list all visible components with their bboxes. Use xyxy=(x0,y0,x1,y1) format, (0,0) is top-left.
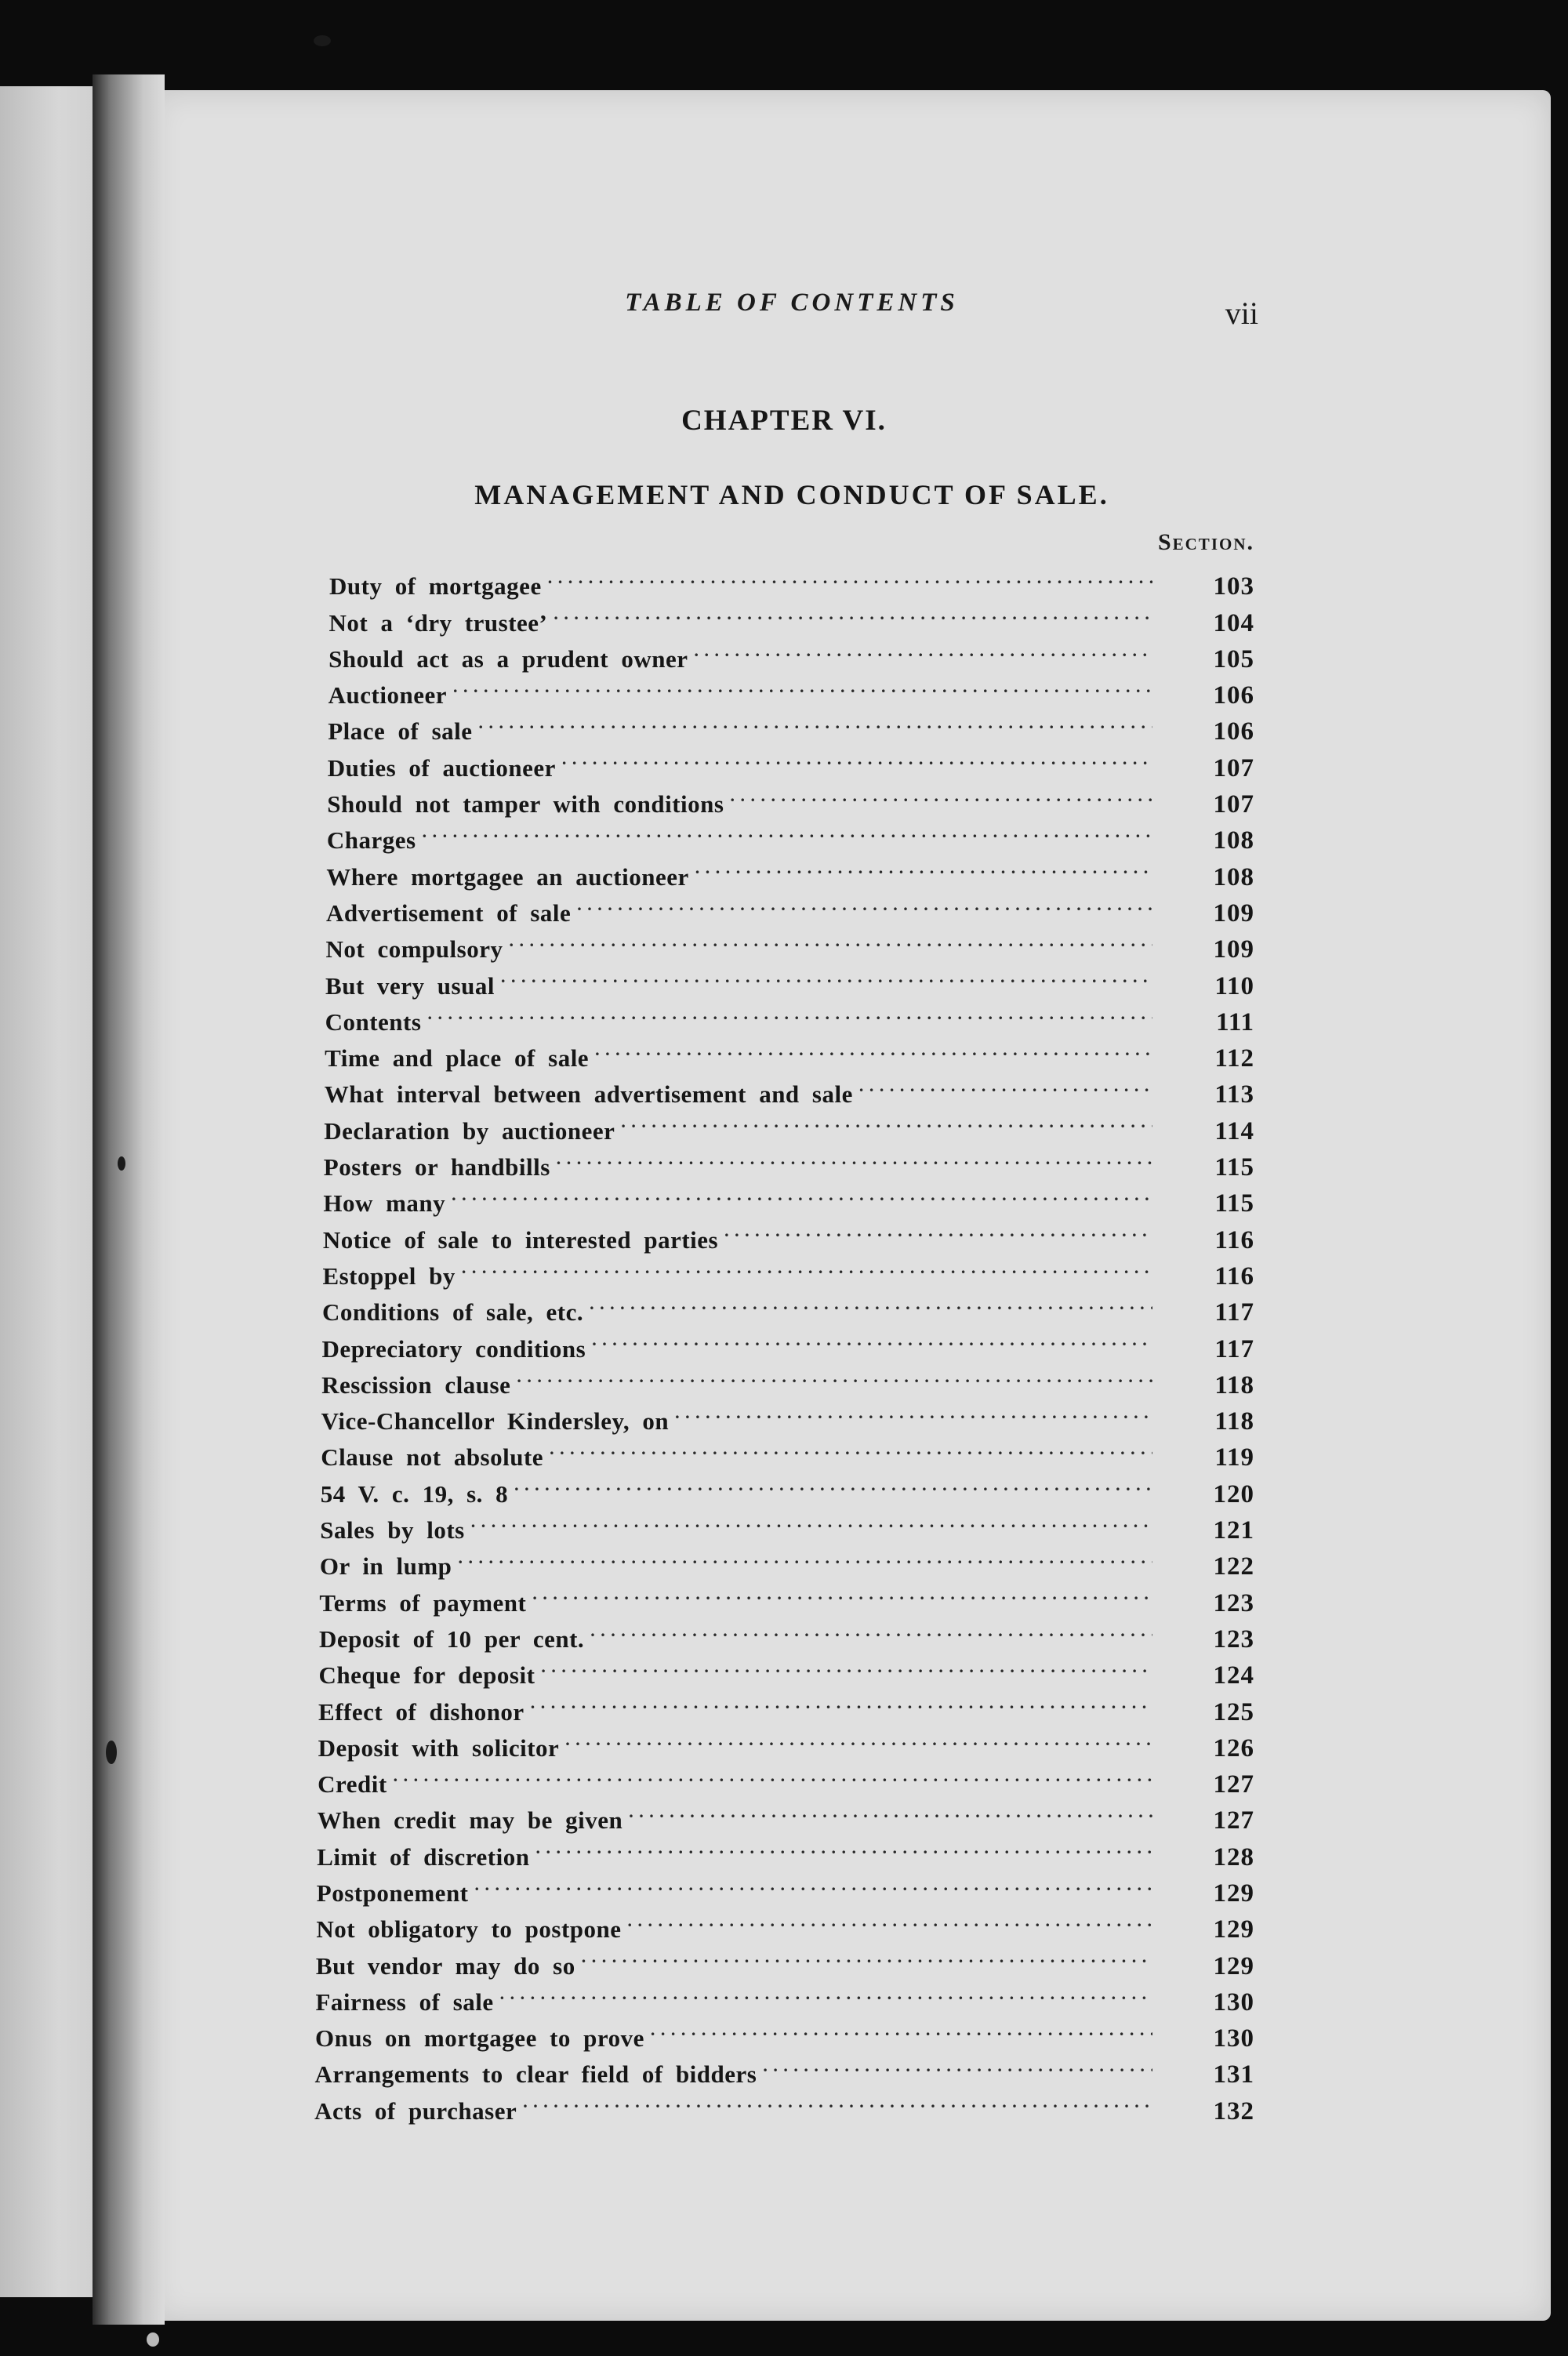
toc-entry-label: Deposit of 10 per cent. xyxy=(318,1625,585,1653)
toc-entry xyxy=(328,703,1254,746)
toc-entry-label: Where mortgagee an auctioneer xyxy=(326,862,689,891)
dot-leader xyxy=(523,2082,1152,2118)
section-column-header: Section. xyxy=(1157,529,1254,555)
toc-entry xyxy=(325,921,1255,964)
dot-leader xyxy=(590,1611,1152,1647)
toc-entry xyxy=(328,631,1254,673)
toc-entry-label: What interval between advertisement and sale xyxy=(324,1080,853,1109)
toc-entry xyxy=(314,2046,1254,2089)
toc-entry-label: Place of sale xyxy=(328,717,473,746)
toc-entry xyxy=(318,1756,1254,1799)
dot-leader xyxy=(621,1102,1152,1138)
toc-entry-section-number: 130 xyxy=(1213,1988,1254,2017)
toc-entry xyxy=(316,1865,1254,1908)
scan-speck xyxy=(147,2332,159,2347)
toc-entry-label: Not a ‘dry trustee’ xyxy=(328,608,548,637)
toc-entry xyxy=(321,1393,1254,1436)
toc-entry-label: Terms of payment xyxy=(319,1588,527,1617)
toc-entry-label: Rescission clause xyxy=(321,1370,511,1399)
dot-leader xyxy=(427,994,1152,1030)
toc-entry-section-number: 109 xyxy=(1213,898,1254,928)
chapter-heading: CHAPTER VI. xyxy=(681,405,887,437)
toc-entry xyxy=(329,558,1254,601)
toc-entry-section-number: 105 xyxy=(1213,644,1254,673)
toc-entry xyxy=(316,1901,1254,1944)
dot-leader xyxy=(557,1139,1152,1175)
toc-entry-label: Should act as a prudent owner xyxy=(328,644,688,673)
toc-entry-label: When credit may be given xyxy=(317,1806,623,1835)
toc-entry xyxy=(325,957,1254,1000)
dot-leader xyxy=(548,558,1152,594)
toc-entry xyxy=(318,1720,1254,1762)
toc-entry xyxy=(327,776,1254,819)
dot-leader xyxy=(532,1574,1152,1610)
dot-leader xyxy=(462,1248,1152,1284)
toc-entry-section-number: 124 xyxy=(1213,1661,1254,1690)
dot-leader xyxy=(582,1937,1152,1973)
toc-entry xyxy=(315,2010,1254,2053)
toc-entry-label: Estoppel by xyxy=(322,1261,456,1290)
toc-entry-label: Depreciatory conditions xyxy=(321,1334,586,1363)
toc-entry xyxy=(324,1066,1254,1109)
toc-entry-label: Onus on mortgagee to prove xyxy=(315,2024,644,2053)
dot-leader xyxy=(452,1175,1152,1211)
dot-leader xyxy=(763,2046,1152,2082)
toc-entry xyxy=(328,667,1254,710)
dot-leader xyxy=(458,1538,1152,1574)
toc-entry-label: But vendor may do so xyxy=(315,1951,575,1980)
toc-entry xyxy=(318,1647,1255,1690)
toc-entry-section-number: 126 xyxy=(1213,1733,1254,1762)
dot-leader xyxy=(514,1465,1152,1501)
toc-entry-section-number: 117 xyxy=(1214,1298,1254,1327)
toc-entry-label: Advertisement of sale xyxy=(325,898,572,927)
toc-entry-section-number: 125 xyxy=(1213,1697,1254,1726)
toc-entry-section-number: 123 xyxy=(1213,1625,1254,1654)
toc-entry-section-number: 107 xyxy=(1213,753,1254,782)
toc-entry-section-number: 112 xyxy=(1214,1044,1254,1073)
toc-entry-section-number: 122 xyxy=(1213,1552,1254,1581)
toc-entry-label: Conditions of sale, etc. xyxy=(322,1298,584,1327)
toc-entry-section-number: 109 xyxy=(1213,935,1254,964)
toc-entry xyxy=(319,1538,1254,1581)
toc-entry-section-number: 128 xyxy=(1213,1842,1254,1871)
toc-entry-section-number: 129 xyxy=(1213,1951,1254,1980)
toc-entry xyxy=(326,812,1254,855)
toc-entry xyxy=(322,1211,1254,1254)
toc-entry xyxy=(318,1683,1254,1726)
toc-entry-label: Credit xyxy=(318,1770,387,1799)
toc-entry-section-number: 131 xyxy=(1213,2060,1254,2089)
toc-entry xyxy=(327,739,1254,782)
toc-entry-label: Contents xyxy=(325,1007,422,1036)
dot-leader xyxy=(675,1393,1152,1429)
toc-entry-label: Acts of purchaser xyxy=(314,2096,517,2125)
toc-entry-section-number: 107 xyxy=(1213,790,1254,819)
dot-leader xyxy=(595,1030,1152,1066)
dot-leader xyxy=(500,1974,1152,2010)
dot-leader xyxy=(695,631,1152,667)
toc-entry-section-number: 117 xyxy=(1214,1334,1254,1363)
toc-entry xyxy=(324,1102,1254,1145)
toc-entry-section-number: 118 xyxy=(1214,1407,1254,1436)
dot-leader xyxy=(628,1901,1152,1937)
toc-entry xyxy=(323,1175,1254,1218)
toc-entry-section-number: 129 xyxy=(1213,1915,1254,1944)
dot-leader xyxy=(535,1828,1152,1864)
toc-entry xyxy=(321,1429,1254,1472)
dot-leader xyxy=(475,1865,1152,1901)
toc-entry-section-number: 127 xyxy=(1213,1806,1254,1835)
toc-entry xyxy=(315,1937,1254,1980)
toc-entry-section-number: 110 xyxy=(1214,971,1254,1000)
toc-entry-label: Charges xyxy=(326,826,416,855)
dot-leader xyxy=(724,1211,1152,1247)
table-of-contents-list xyxy=(314,558,1254,2125)
toc-entry-label: 54 V. c. 19, s. 8 xyxy=(320,1479,509,1508)
toc-entry-label: Time and place of sale xyxy=(325,1044,590,1073)
toc-entry-label: Arrangements to clear field of bidders xyxy=(314,2060,757,2089)
toc-entry-section-number: 127 xyxy=(1213,1770,1254,1799)
chapter-title: MANAGEMENT AND CONDUCT OF SALE. xyxy=(474,479,1109,510)
toc-entry xyxy=(321,1357,1254,1399)
toc-entry-label: Not obligatory to postpone xyxy=(316,1915,622,1944)
toc-entry-section-number: 118 xyxy=(1214,1370,1254,1399)
toc-entry-section-number: 119 xyxy=(1214,1443,1254,1472)
toc-entry-label: Declaration by auctioneer xyxy=(324,1116,615,1145)
toc-entry-label: How many xyxy=(323,1189,446,1218)
dot-leader xyxy=(517,1357,1152,1393)
dot-leader xyxy=(394,1756,1152,1792)
toc-entry-section-number: 108 xyxy=(1213,826,1254,855)
toc-entry-label: Vice-Chancellor Kindersley, on xyxy=(321,1407,670,1436)
dot-leader xyxy=(453,667,1152,703)
dot-leader xyxy=(554,594,1152,630)
toc-entry-section-number: 120 xyxy=(1213,1479,1254,1508)
toc-entry-section-number: 108 xyxy=(1213,862,1254,891)
toc-entry-section-number: 130 xyxy=(1213,2024,1254,2053)
toc-entry-section-number: 116 xyxy=(1214,1261,1254,1291)
toc-entry-label: Limit of discretion xyxy=(317,1842,530,1871)
scan-speck xyxy=(314,35,331,46)
dot-leader xyxy=(592,1320,1152,1356)
toc-entry-section-number: 113 xyxy=(1214,1080,1254,1109)
scan-speck xyxy=(106,1741,117,1764)
toc-entry xyxy=(322,1284,1254,1327)
toc-entry-label: Fairness of sale xyxy=(315,1988,494,2016)
toc-entry-label: Effect of dishonor xyxy=(318,1697,524,1726)
scan-speck xyxy=(118,1156,125,1171)
toc-entry xyxy=(315,1974,1254,2017)
toc-entry xyxy=(317,1828,1254,1871)
toc-entry-section-number: 116 xyxy=(1214,1225,1254,1254)
toc-entry-label: But very usual xyxy=(325,971,495,1000)
toc-entry-section-number: 106 xyxy=(1213,717,1254,746)
toc-entry xyxy=(319,1574,1254,1617)
toc-entry-section-number: 103 xyxy=(1213,572,1254,601)
toc-entry-label: Posters or handbills xyxy=(323,1153,550,1182)
toc-entry xyxy=(320,1502,1254,1545)
page-number: vii xyxy=(1225,296,1258,331)
dot-leader xyxy=(730,776,1152,812)
dot-leader xyxy=(695,848,1152,884)
dot-leader xyxy=(531,1683,1152,1719)
dot-leader xyxy=(471,1502,1152,1538)
toc-entry-section-number: 129 xyxy=(1213,1879,1254,1908)
toc-entry xyxy=(318,1611,1254,1654)
toc-entry xyxy=(326,848,1254,891)
dot-leader xyxy=(509,921,1152,957)
toc-entry-label: Notice of sale to interested parties xyxy=(322,1225,719,1254)
toc-entry-section-number: 115 xyxy=(1214,1153,1254,1182)
toc-entry-label: Duties of auctioneer xyxy=(327,753,556,782)
toc-entry-label: Or in lump xyxy=(319,1552,452,1581)
toc-entry-section-number: 114 xyxy=(1214,1116,1254,1145)
toc-entry xyxy=(325,1030,1254,1073)
toc-entry xyxy=(322,1248,1254,1291)
dot-leader xyxy=(590,1284,1152,1320)
toc-entry xyxy=(314,2082,1254,2125)
toc-entry-label: Duty of mortgagee xyxy=(329,572,542,601)
toc-entry-label: Should not tamper with conditions xyxy=(327,790,724,819)
dot-leader xyxy=(423,812,1152,848)
toc-entry xyxy=(325,885,1254,928)
toc-entry-section-number: 121 xyxy=(1213,1516,1254,1545)
toc-entry-section-number: 115 xyxy=(1214,1189,1254,1218)
toc-entry xyxy=(328,594,1254,637)
toc-entry-label: Sales by lots xyxy=(320,1516,465,1545)
toc-entry-label: Cheque for deposit xyxy=(318,1661,535,1690)
dot-leader xyxy=(550,1429,1152,1465)
toc-entry-label: Not compulsory xyxy=(325,935,503,964)
dot-leader xyxy=(859,1066,1152,1102)
toc-entry-label: Postponement xyxy=(316,1879,469,1907)
running-title: TABLE OF CONTENTS xyxy=(625,289,959,317)
dot-leader xyxy=(565,1720,1152,1756)
dot-leader xyxy=(541,1647,1152,1683)
toc-entry-label: Deposit with solicitor xyxy=(318,1733,560,1762)
toc-entry-label: Auctioneer xyxy=(328,681,447,710)
toc-entry xyxy=(323,1139,1254,1182)
toc-entry-section-number: 106 xyxy=(1213,681,1254,710)
dot-leader xyxy=(562,739,1152,775)
toc-entry xyxy=(320,1465,1254,1508)
toc-entry-label: Clause not absolute xyxy=(321,1443,544,1472)
dot-leader xyxy=(651,2010,1152,2046)
dot-leader xyxy=(501,957,1152,993)
toc-entry-section-number: 104 xyxy=(1213,608,1254,637)
dot-leader xyxy=(577,885,1152,921)
toc-entry xyxy=(317,1792,1254,1835)
toc-entry-section-number: 111 xyxy=(1216,1007,1254,1036)
dot-leader xyxy=(479,703,1152,739)
toc-entry xyxy=(321,1320,1254,1363)
toc-entry xyxy=(325,994,1254,1036)
toc-entry-section-number: 132 xyxy=(1213,2096,1254,2125)
toc-entry-section-number: 123 xyxy=(1213,1588,1254,1617)
dot-leader xyxy=(629,1792,1152,1828)
